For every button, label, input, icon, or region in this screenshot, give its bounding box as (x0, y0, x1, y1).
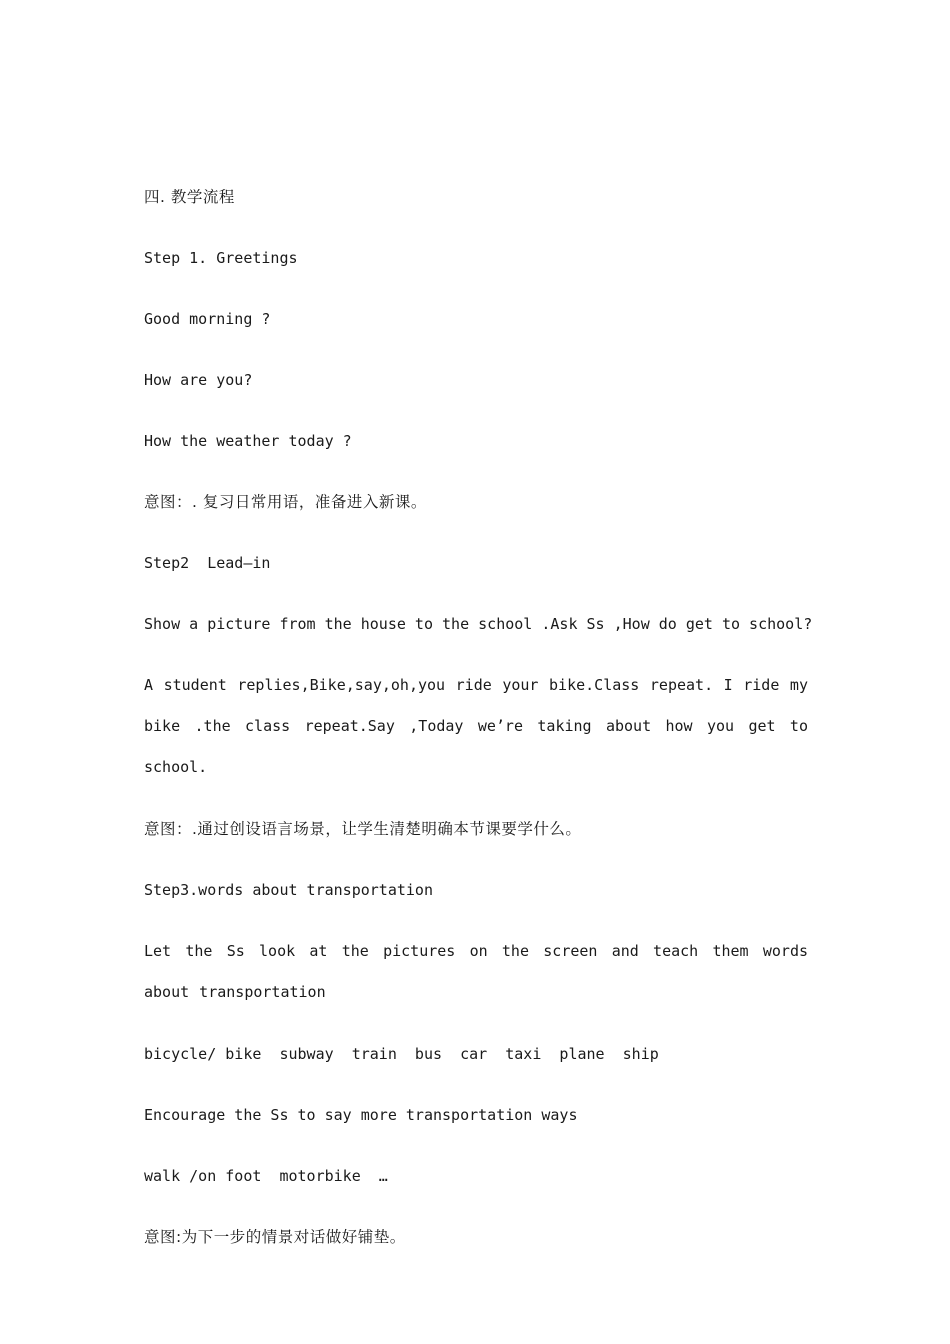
step2-intent: 意图：.通过创设语言场景，让学生清楚明确本节课要学什么。 (144, 820, 582, 838)
step2-title: Step2 Lead—in (144, 554, 271, 572)
step3-intent: 意图:为下一步的情景对话做好铺垫。 (144, 1228, 406, 1246)
step3-paragraph: Let the Ss look at the pictures on the screen and teach them words about transportation (144, 942, 808, 1001)
step1-intent: 意图：. 复习日常用语，准备进入新课。 (144, 493, 427, 511)
section-heading: 四. 教学流程 (144, 188, 235, 206)
document-body (144, 183, 813, 1284)
step2-line-show-picture: Show a picture from the house to the school .Ask Ss ,How do get to school? (144, 615, 813, 633)
step1-line-how-are-you: How are you? (144, 371, 253, 389)
step3-encourage: Encourage the Ss to say more transportation ways (144, 1106, 578, 1124)
step3-title: Step3.words about transportation (144, 881, 433, 899)
step3-more-words: walk /on foot motorbike … (144, 1167, 388, 1185)
step2-paragraph: A student replies,Bike,say,oh,you ride your bike.Class repeat. I ride my bike .the class repeat.Say ,Today we’re taking about how you get to school. (144, 676, 808, 776)
step1-line-good-morning: Good morning ? (144, 310, 271, 328)
step3-words: bicycle/ bike subway train bus car taxi plane ship (144, 1045, 659, 1063)
step1-line-weather: How the weather today ? (144, 432, 352, 450)
step1-title: Step 1. Greetings (144, 249, 298, 267)
